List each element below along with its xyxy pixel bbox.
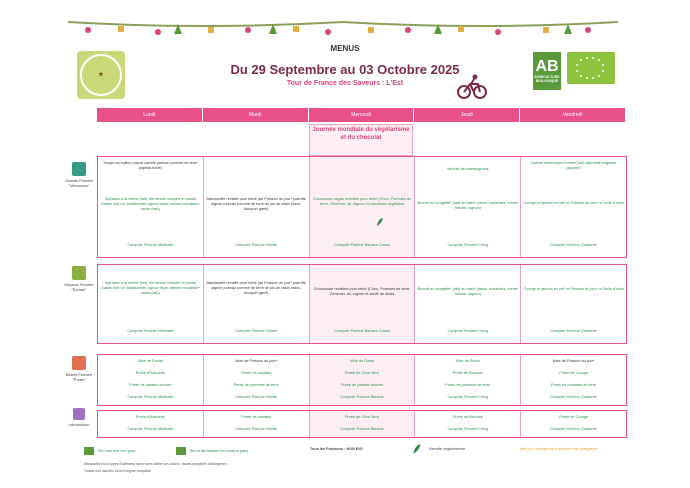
bebes-tue-r4: Compote Pomme Griotte [235, 395, 278, 399]
bebes-thu-r1: Mixé de Boeuf [455, 359, 480, 363]
legend-bio [84, 447, 135, 455]
page-title: Du 29 Septembre au 03 Octobre 2025 [230, 62, 460, 77]
bebes-tue-r1: Mixé de Poisson du jour* [235, 359, 278, 363]
bebes-thursday [415, 355, 521, 405]
footer-note-1: Marquation tous types d'aliments dans notre atelier de cuisine, traces possibles d'allergènes [84, 462, 227, 466]
moyens-wed-dessert: Compote Pomme Banane Cacao [334, 329, 390, 333]
moyens-tuesday [204, 265, 310, 343]
bebes-fri-r4: Compote Pomme Quetsche [550, 395, 598, 399]
moyens-tue-dessert: Compote Pomme Griotte [235, 329, 278, 333]
legend-allergen-text: (sel) ou * allergènes à déclarer/non allergènes [520, 447, 598, 451]
intro-thu-r2: Compote Pomme Coing [447, 427, 489, 431]
moyens-fri-plat: Courge et quinoa au sel* et Poisson du jour* à l'huile d'olive [523, 287, 624, 291]
day-thursday: Jeudi [414, 108, 520, 122]
bebes-wed-r1: Mixé de Dinde [349, 359, 375, 363]
bebes-mon-r2: Purée d'Epinards [135, 371, 165, 375]
grands-label [62, 162, 96, 188]
day-wednesday: Mercredi [309, 108, 415, 122]
bebes-tuesday [204, 355, 310, 405]
special-day-banner [309, 124, 413, 156]
grands-thu-plat: Brocoli et courgette* (lait) au bœuf (navet, echanlots, crème fraiche, oignon) [417, 201, 519, 210]
grands-monday [98, 157, 204, 257]
moyens-fri-dessert: Compote Pomme Quetsche [550, 329, 598, 333]
legend-veg [412, 443, 465, 455]
bebes-mon-r1: Mixé de Poulet [137, 359, 163, 363]
bebes-fri-r1: Mixé de Poisson du jour* [552, 359, 595, 363]
moyens-thursday [415, 265, 521, 343]
bio-small-icon [84, 447, 94, 455]
legend-bio-text: Bio hors son non gras [98, 449, 135, 453]
logo-ring-icon: ★ [80, 54, 122, 96]
bebes-wed-r2: Purée de Chou fleur [345, 371, 379, 375]
grands-thursday [415, 157, 521, 257]
intro-thu-r1: Purée de Brocolis [452, 415, 483, 419]
intro-fri-r2: Compote Pomme Quetsche [550, 427, 598, 431]
moyens-label-text: Moyens Fenotre "Ecrasé" [64, 282, 94, 292]
grands-mon-plat: Spirtaelo à la crème (lait), blé tendre complet et poulet Gatien (blé nd ,traditionelle oignon thym céleme moutarde* sauté (lait)) [100, 197, 200, 211]
legend-bio2 [176, 447, 248, 455]
legend-bio2-text: Bio et fait Maison (en sorte à gras) [190, 449, 249, 453]
intro-friday [521, 411, 626, 437]
grands-tuesday [204, 157, 310, 257]
moyens-plate-icon [72, 266, 86, 280]
grands-mon-dessert: Compote Pomme Mirabelle [127, 243, 174, 247]
legend-poissons [310, 447, 363, 451]
bebes-label-text: Bébés Fenotre "Purée" [65, 372, 93, 382]
intro-mon-r2: Compote Pomme Mirabelle [127, 427, 174, 431]
moyens-mon-plat: Spirtaelo à la crème (lait), blé tendre complet et poulet Gatien (blé nd ,traditionelle oignon thym céleme moutarde* sauté (lait)) [100, 281, 200, 295]
grands-mon-entree: Soupe au caillou (navet carotte poireau pomme de terre paprika fumé) [103, 161, 198, 170]
intro-thursday [415, 411, 521, 437]
intro-wed-r2: Compote Pomme Banane [340, 427, 384, 431]
bebes-fri-r3: Purée de pommes de terre [551, 383, 597, 387]
intro-label [62, 408, 96, 427]
moyens-friday [521, 265, 626, 343]
special-day-text: Journée mondiale du végétarisme et du chocolat [312, 127, 410, 141]
bebes-thu-r3: Purée de pommes de terre [445, 383, 491, 387]
moyens-mon-dessert: Compote Pomme Mirabelle [127, 329, 174, 333]
bebes-monday [98, 355, 204, 405]
ab-sub: AGRICULTURE BIOLOGIQUE [534, 75, 560, 83]
cyclist-icon [456, 72, 488, 100]
moyens-thu-dessert: Compote Pomme Coing [447, 329, 489, 333]
vegetarian-leaf-legend-icon [412, 443, 422, 455]
intro-wed-r1: Purée de Chou fleur [345, 415, 379, 419]
bebes-wednesday [310, 355, 416, 405]
intro-section [97, 410, 627, 438]
legend-allergen [520, 447, 598, 451]
grands-label-text: Grands Fenotre "Morceaux" [64, 178, 93, 188]
bebes-tue-r3: Purée de pommes de terre [233, 383, 279, 387]
bebes-wed-r4: Compote Pomme Banane [340, 395, 384, 399]
intro-plate-icon [73, 408, 85, 420]
moyens-wednesday [310, 265, 416, 343]
moyens-tue-plat: Baeckeoffe revisité pour bébé (au Poisson du jour* (carotte oignon poireau pomme de terre ail jus de raisin blanc, bouquet garni) [206, 281, 306, 295]
moyens-thu-plat: Brocoli et courgette* (lait) au bœuf (navet, echanlots, crème fraiche, oignon) [417, 287, 519, 296]
bebes-thu-r4: Compote Pomme Coing [447, 395, 489, 399]
grands-friday [521, 157, 626, 257]
bebes-wed-r3: Purée de patates douces [340, 383, 384, 387]
bebes-thu-r2: Purée de Brocolis [452, 371, 483, 375]
bebes-mon-r4: Compote Pomme Mirabelle [127, 395, 174, 399]
bebes-fri-r2: Purée de Courge [559, 371, 589, 375]
bebes-mon-r3: Purée de patates douces [129, 383, 172, 387]
intro-wednesday [310, 411, 416, 437]
page-subtitle: Tour de France des Saveurs : L'Est [286, 80, 404, 87]
grands-fri-dessert: Compote Pomme Quetsche [550, 243, 598, 247]
grands-wednesday [310, 157, 416, 257]
bebes-friday [521, 355, 626, 405]
grands-tue-plat: Baeckeoffe revisité pour bébé (au Poisson du jour* (carotte oignon poireau pomme de terre ail jus de raisin blanc, bouquet garni) [206, 197, 306, 211]
day-header-row [97, 108, 625, 122]
intro-label-text: Introduction [68, 422, 90, 427]
bebes-plate-icon [72, 356, 86, 370]
grands-thu-dessert: Compote Pomme Coing [447, 243, 489, 247]
grands-fri-entree: Quiche lorraine(œuf crème (lait) allumette végétale gruyere) [530, 161, 617, 170]
footer-note-2: Toutes nos viandes sont d'origine française [84, 469, 151, 473]
moyens-section [97, 264, 627, 344]
grands-thu-entree: Velouté de champignons [446, 167, 489, 171]
intro-fri-r1: Purée de Courge [559, 415, 589, 419]
legend-poissons-text: Tous les Poissons : NON BIO [310, 447, 363, 451]
vegetarian-leaf-icon [376, 217, 384, 227]
moyens-monday [98, 265, 204, 343]
moyens-label [62, 266, 96, 292]
intro-mon-r1: Purée d'Epinards [135, 415, 165, 419]
intro-tue-r1: Purée de carottes [241, 415, 272, 419]
bio-small-icon-2 [176, 447, 186, 455]
moyens-wed-plat: Choucroute revisitée pour bébé (Chou, Pommes de terre, Génévier, ail, oignon et sauté de dinde [313, 287, 411, 296]
bebes-tue-r2: Purée de carottes [241, 371, 272, 375]
day-tuesday: Mardi [203, 108, 309, 122]
christmas-garland-decoration [68, 18, 618, 40]
intro-tuesday [204, 411, 310, 437]
grands-plate-icon [72, 162, 86, 176]
grands-wed-plat: Choucroute végan revisitée pour bébé (Chou, Pommes de terre, Génévier, ail, oignon et saucisses végétales [312, 197, 412, 206]
grands-fri-plat: Courge et quinoa au sel* et Poisson du jour* à l'huile d'olive [523, 201, 624, 205]
bebes-label [62, 356, 96, 382]
bebes-section [97, 354, 627, 406]
grands-section [97, 156, 627, 258]
menus-heading: MENUS [330, 44, 360, 53]
grands-tue-dessert: Compote Pomme Griotte [235, 243, 278, 247]
intro-tue-r2: Compote Pomme Griotte [235, 427, 278, 431]
legend-veg-text: Recette végétarienne [429, 447, 466, 451]
grands-wed-dessert: Compote Pomme Banane Cacao [334, 243, 390, 247]
day-monday: Lundi [97, 108, 203, 122]
ab-label: AB [535, 58, 559, 75]
day-friday: Vendredi [520, 108, 625, 122]
intro-monday [98, 411, 204, 437]
